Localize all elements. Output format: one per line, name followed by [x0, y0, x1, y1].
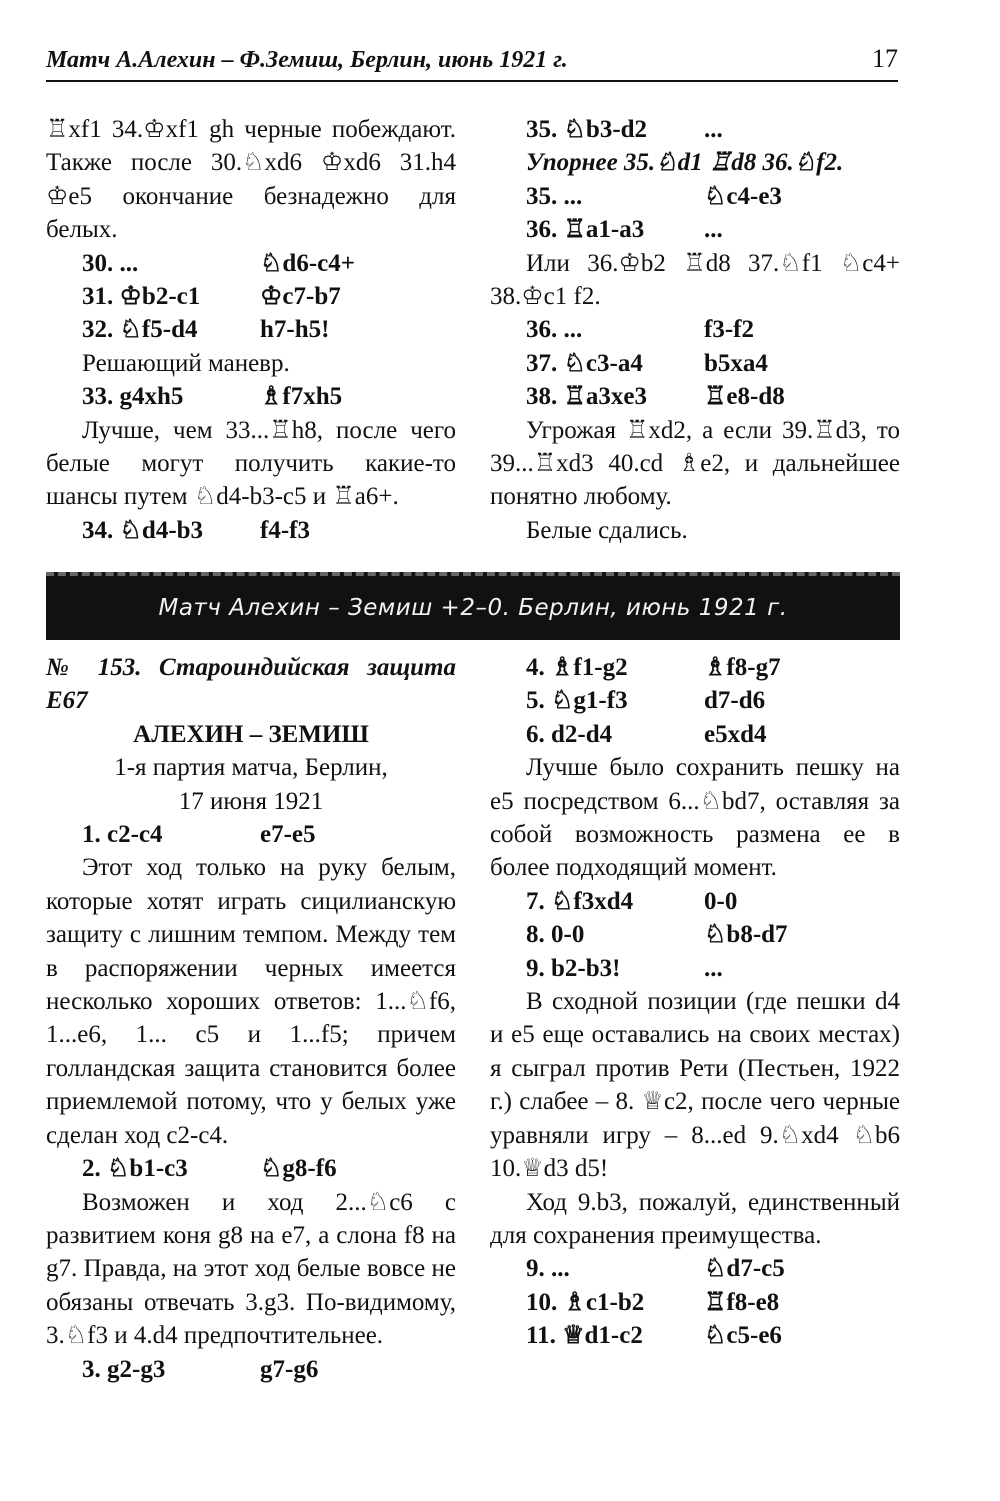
paragraph: Возможен и ход 2...♘c6 с развитием коня g8 на e7, а слона f8 на g7. Правда, на этот ход белые вовсе не обязаны отвечать 3.g3. По-видимому, 3.♘f3 и 4.d4 предпочтительнее.	[46, 1188, 456, 1350]
paragraph: Или 36.♔b2 ♖d8 37.♘f1 ♘c4+ 38.♔c1 f2.	[490, 249, 900, 311]
paragraph: Ход 9.b3, пожалуй, единственный для сохранения преимущества.	[490, 1188, 900, 1249]
players: АЛЕХИН – ЗЕМИШ	[133, 720, 369, 748]
paragraph: Лучше было сохранить пешку на e5 посредством 6...♘bd7, оставляя за собой возможность размена ее в более подходящий момент.	[490, 754, 900, 882]
paragraph: Белые сдались.	[526, 516, 688, 544]
bottom-left-column	[46, 651, 456, 1386]
move-row: 36. ♖a1-a3 ...	[526, 216, 723, 244]
move-row: 4. ♗f1-g2 ♗f8-g7	[526, 654, 781, 681]
bottom-right-column	[490, 651, 900, 1353]
paragraph: Лучше, чем 33...♖h8, после чего белые могут получить какие-то шансы путем ♘d4-b3-c5 и ♖a6+.	[46, 416, 456, 511]
page-number: 17	[872, 44, 898, 73]
move-row: 31. ♔b2-c1 ♔c7-b7	[82, 283, 341, 311]
move-row: 6. d2-d4 e5xd4	[526, 720, 767, 748]
top-right-column	[490, 113, 900, 547]
move-row: 35. ... ♘c4-e3	[526, 182, 782, 210]
move-row: 30. ... ♘d6-c4+	[82, 249, 355, 277]
paragraph: Угрожая ♖xd2, а если 39.♖d3, то 39...♖xd3 40.cd ♗e2, и дальнейшее понятно любому.	[490, 416, 900, 511]
move-row: 5. ♘g1-f3 d7-d6	[526, 687, 766, 715]
paragraph: Этот ход только на руку белым, которые хотят играть сицилианскую защиту с лишним темпом. Между тем в распоряжении черных имеется несколько хороших ответов: 1...♘f6, 1...e6, 1... c5 и 1...f5; причем голландская защита становится более приемлемой потому, что у белых уже сделан ход c2-c4.	[46, 854, 456, 1149]
game-title: № 153. Староиндийская защита Е67	[46, 654, 456, 715]
move-row: 10. ♗c1-b2 ♖f8-e8	[526, 1288, 780, 1316]
section-title: Матч Алехин – Земиш +2–0. Берлин, июнь 1921 г.	[158, 595, 788, 621]
section-band	[46, 572, 900, 640]
paragraph: ♖xf1 34.♔xf1 gh черные побеждают. Также после 30.♘xd6 ♔xd6 31.h4 ♔e5 окончание безнадежно для белых.	[46, 116, 456, 244]
paragraph: Упорнее 35.♘d1 ♖d8 36.♘f2.	[526, 149, 844, 177]
page-header	[46, 40, 898, 82]
move-row: 38. ♖a3xe3 ♖e8-d8	[526, 383, 785, 411]
move-row: 33. g4xh5 ♗f7xh5	[82, 383, 343, 411]
move-row: 34. ♘d4-b3 f4-f3	[82, 516, 310, 544]
move-row: 11. ♕d1-c2 ♘c5-e6	[526, 1322, 782, 1350]
running-title: Матч А.Алехин – Ф.Земиш, Берлин, июнь 1921 г.	[46, 47, 568, 73]
move-row: 37. ♘c3-a4 b5xa4	[526, 349, 768, 377]
move-row: 9. b2-b3! ...	[526, 954, 723, 982]
move-row: 3. g2-g3 g7-g6	[82, 1355, 319, 1383]
game-date: 17 июня 1921	[178, 787, 324, 815]
move-row: 2. ♘b1-c3 ♘g8-f6	[82, 1155, 337, 1183]
move-row: 36. ... f3-f2	[526, 316, 754, 344]
top-left-column	[46, 113, 456, 547]
move-row: 1. c2-c4 e7-e5	[82, 821, 316, 849]
paragraph: Решающий маневр.	[82, 349, 290, 377]
move-row: 7. ♘f3xd4 0-0	[526, 887, 738, 915]
move-row: 8. 0-0 ♘b8-d7	[526, 921, 788, 949]
move-row: 9. ... ♘d7-c5	[526, 1255, 785, 1283]
paragraph: В сходной позиции (где пешки d4 и e5 еще оставались на своих местах) я сыграл против Рети (Пестьен, 1922 г.) слабее – 8. ♕c2, после чего черные уравняли игру – 8...ed 9.♘xd4 ♘b6 10.♕d3 d5!	[490, 988, 900, 1183]
move-row: 35. ♘b3-d2 ...	[526, 116, 723, 143]
game-info: 1-я партия матча, Берлин,	[114, 754, 388, 782]
move-row: 32. ♘f5-d4 h7-h5!	[82, 316, 330, 344]
